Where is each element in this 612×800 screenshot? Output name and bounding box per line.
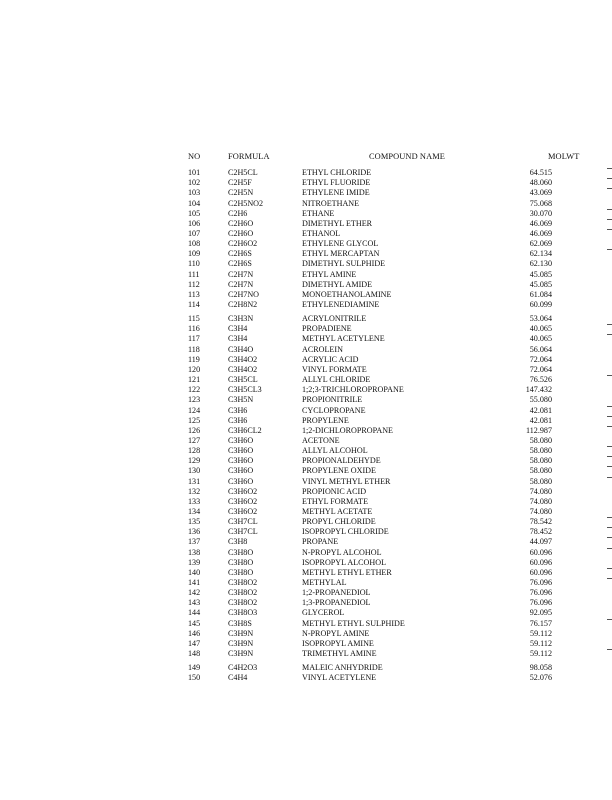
cell-formula: C3H6: [228, 405, 248, 415]
cell-formula: C2H6S: [228, 259, 252, 269]
cell-compound-name: ETHYL CHLORIDE: [302, 168, 372, 177]
cell-molwt: 45.085: [529, 269, 552, 279]
cell-formula: C3H9N: [228, 628, 254, 638]
cell-formula: C2H6O: [228, 228, 254, 238]
margin-tick-mark: [607, 517, 612, 518]
table-row: [0, 426, 612, 436]
cell-molwt: 60.096: [529, 547, 552, 557]
cell-no: 150: [188, 673, 201, 683]
cell-formula: C2H8N2: [228, 300, 258, 309]
table-row: [0, 629, 612, 639]
margin-tick-mark: [607, 446, 612, 447]
header-formula: FORMULA: [228, 152, 270, 161]
table-row: [0, 290, 612, 300]
cell-molwt: 76.096: [529, 588, 552, 598]
table-row: [0, 199, 612, 209]
cell-no: 147: [188, 638, 201, 648]
cell-formula: C3H6O2: [228, 486, 258, 496]
cell-compound-name: 1;3-PROPANEDIOL: [302, 598, 371, 608]
cell-compound-name: ETHYLENE GLYCOL: [302, 239, 379, 248]
cell-molwt: 48.060: [529, 178, 552, 188]
cell-molwt: 40.065: [529, 324, 552, 334]
cell-formula: C3H8O2: [228, 588, 258, 598]
cell-no: 105: [188, 208, 201, 218]
cell-compound-name: ALLYL ALCOHOL: [302, 446, 368, 456]
cell-no: 143: [188, 598, 201, 608]
table-row: [0, 578, 612, 588]
cell-formula: C3H5N: [228, 395, 254, 405]
table-row: [0, 395, 612, 405]
cell-molwt: 76.096: [529, 578, 552, 587]
table-row: [0, 334, 612, 344]
table-row: [0, 259, 612, 269]
cell-compound-name: PROPYLENE OXIDE: [302, 466, 376, 476]
cell-no: 125: [188, 415, 201, 425]
cell-compound-name: VINYL FORMATE: [302, 364, 367, 374]
table-row: [0, 598, 612, 608]
cell-formula: C3H6O: [228, 456, 254, 466]
table-row: [0, 239, 612, 249]
cell-formula: C3H8O: [228, 547, 254, 557]
cell-formula: C2H6: [228, 208, 248, 218]
cell-molwt: 62.069: [529, 239, 552, 248]
cell-compound-name: DIMETHYL SULPHIDE: [302, 259, 386, 269]
margin-tick-mark: [607, 477, 612, 478]
cell-formula: C3H5CL3: [228, 385, 262, 395]
cell-no: 114: [188, 300, 200, 309]
margin-tick-mark: [607, 649, 612, 650]
cell-formula: C2H7N: [228, 279, 254, 289]
cell-molwt: 53.064: [529, 314, 552, 324]
cell-compound-name: ETHYL FLUORIDE: [302, 178, 371, 188]
margin-tick-mark: [607, 578, 612, 579]
cell-formula: C3H6O2: [228, 506, 258, 516]
table-row: [0, 280, 612, 290]
cell-compound-name: PROPIONITRILE: [302, 395, 363, 405]
cell-compound-name: MONOETHANOLAMINE: [302, 289, 392, 299]
cell-no: 104: [188, 198, 201, 208]
cell-no: 116: [188, 324, 200, 334]
cell-no: 142: [188, 588, 201, 598]
table-row: [0, 300, 612, 310]
cell-compound-name: ETHANE: [302, 208, 335, 218]
table-row: [0, 639, 612, 649]
cell-formula: C3H4O2: [228, 354, 258, 364]
cell-no: 144: [188, 608, 201, 618]
cell-molwt: 60.096: [529, 567, 552, 577]
margin-tick-mark: [607, 229, 612, 230]
table-row: [0, 188, 612, 198]
cell-molwt: 76.096: [529, 598, 552, 608]
cell-compound-name: METHYL ETHYL SULPHIDE: [302, 618, 405, 628]
cell-no: 131: [188, 476, 201, 486]
table-row: [0, 588, 612, 598]
cell-molwt: 60.099: [529, 300, 552, 309]
cell-formula: C2H5F: [228, 178, 252, 188]
cell-compound-name: METHYL ETHYL ETHER: [302, 567, 392, 577]
table-row: [0, 619, 612, 629]
cell-molwt: 72.064: [529, 364, 552, 374]
cell-molwt: 72.064: [529, 354, 552, 364]
cell-compound-name: CYCLOPROPANE: [302, 405, 366, 415]
cell-formula: C3H6CL2: [228, 425, 262, 435]
cell-no: 126: [188, 425, 201, 435]
cell-molwt: 30.070: [529, 208, 552, 218]
cell-no: 122: [188, 385, 201, 395]
cell-no: 136: [188, 527, 201, 537]
margin-tick-mark: [607, 188, 612, 189]
cell-no: 101: [188, 168, 201, 177]
cell-compound-name: ETHYLENEDIAMINE: [302, 300, 380, 309]
table-row: [0, 229, 612, 239]
cell-compound-name: VINYL ACETYLENE: [302, 673, 377, 683]
cell-formula: C3H6O: [228, 476, 254, 486]
cell-molwt: 40.065: [529, 334, 552, 344]
margin-tick-mark: [607, 426, 612, 427]
table-row: [0, 548, 612, 558]
cell-molwt: 45.085: [529, 279, 552, 289]
cell-no: 128: [188, 446, 201, 456]
cell-compound-name: ETHYL FORMATE: [302, 496, 369, 506]
cell-no: 140: [188, 567, 201, 577]
margin-tick-mark: [607, 178, 612, 179]
cell-molwt: 46.069: [529, 218, 552, 228]
table-row: [0, 608, 612, 618]
margin-tick-mark: [607, 568, 612, 569]
cell-compound-name: 1;2-DICHLOROPROPANE: [302, 425, 393, 435]
cell-molwt: 52.076: [529, 673, 552, 683]
table-row: [0, 487, 612, 497]
table-row: [0, 219, 612, 229]
cell-no: 103: [188, 188, 201, 198]
cell-no: 107: [188, 228, 201, 238]
cell-compound-name: METHYL ACETATE: [302, 506, 373, 516]
cell-compound-name: PROPIONALDEHYDE: [302, 456, 381, 466]
cell-formula: C3H8S: [228, 618, 252, 628]
cell-compound-name: ETHYL AMINE: [302, 269, 357, 279]
cell-molwt: 58.080: [529, 446, 552, 456]
cell-no: 108: [188, 239, 201, 248]
cell-molwt: 61.084: [529, 289, 552, 299]
cell-compound-name: ETHYL MERCAPTAN: [302, 249, 380, 259]
cell-compound-name: ALLYL CHLORIDE: [302, 375, 371, 384]
table-row: [0, 673, 612, 683]
cell-formula: C3H6O: [228, 435, 254, 445]
table-row: [0, 385, 612, 395]
margin-tick-mark: [607, 334, 612, 335]
cell-compound-name: PROPADIENE: [302, 324, 352, 334]
cell-formula: C3H3N: [228, 314, 254, 324]
header-molwt: MOLWT: [548, 152, 580, 161]
cell-no: 135: [188, 517, 201, 527]
cell-no: 102: [188, 178, 201, 188]
cell-compound-name: ACETONE: [302, 435, 340, 445]
margin-tick-mark: [607, 168, 612, 169]
cell-no: 113: [188, 289, 200, 299]
table-row: [0, 649, 612, 659]
cell-no: 146: [188, 628, 201, 638]
cell-no: 124: [188, 405, 201, 415]
cell-formula: C2H6O2: [228, 239, 258, 248]
cell-formula: C3H9N: [228, 649, 254, 658]
cell-molwt: 78.542: [529, 517, 552, 527]
cell-molwt: 64.515: [529, 168, 552, 177]
cell-formula: C2H5NO2: [228, 198, 264, 208]
cell-no: 115: [188, 314, 200, 324]
cell-no: 120: [188, 364, 201, 374]
table-row: [0, 517, 612, 527]
cell-formula: C3H8O3: [228, 608, 258, 618]
cell-no: 118: [188, 344, 200, 354]
margin-tick-mark: [607, 249, 612, 250]
cell-compound-name: 1;2-PROPANEDIOL: [302, 588, 371, 598]
cell-formula: C3H8O2: [228, 598, 258, 608]
cell-molwt: 98.058: [529, 663, 552, 673]
cell-formula: C3H9N: [228, 638, 254, 648]
cell-compound-name: PROPYLENE: [302, 415, 349, 425]
cell-formula: C2H6O: [228, 218, 254, 228]
cell-compound-name: PROPIONIC ACID: [302, 486, 367, 496]
cell-formula: C3H6O: [228, 466, 254, 476]
cell-compound-name: VINYL METHYL ETHER: [302, 476, 391, 486]
table-row: [0, 537, 612, 547]
cell-molwt: 74.080: [529, 496, 552, 506]
cell-no: 129: [188, 456, 201, 466]
cell-compound-name: DIMETHYL AMIDE: [302, 279, 373, 289]
cell-molwt: 74.080: [529, 486, 552, 496]
cell-formula: C3H8: [228, 537, 248, 547]
table-row: [0, 558, 612, 568]
cell-compound-name: ACRYLIC ACID: [302, 354, 359, 364]
table-row: [0, 466, 612, 476]
cell-no: 123: [188, 395, 201, 405]
table-row: [0, 355, 612, 365]
cell-molwt: 74.080: [529, 506, 552, 516]
cell-compound-name: N-PROPYL AMINE: [302, 628, 370, 638]
cell-compound-name: 1;2;3-TRICHLOROPROPANE: [302, 385, 404, 395]
table-row: [0, 249, 612, 259]
cell-no: 110: [188, 259, 200, 269]
table-row: [0, 527, 612, 537]
cell-molwt: 55.080: [529, 395, 552, 405]
cell-formula: C4H4: [228, 673, 248, 683]
cell-compound-name: ISOPROPYL AMINE: [302, 638, 374, 648]
cell-molwt: 46.069: [529, 228, 552, 238]
cell-no: 149: [188, 663, 201, 673]
cell-no: 148: [188, 649, 201, 658]
margin-tick-mark: [607, 537, 612, 538]
table-row: [0, 568, 612, 578]
cell-compound-name: MALEIC ANHYDRIDE: [302, 663, 383, 673]
cell-no: 127: [188, 435, 201, 445]
cell-molwt: 56.064: [529, 344, 552, 354]
cell-compound-name: N-PROPYL ALCOHOL: [302, 547, 382, 557]
table-row: [0, 456, 612, 466]
cell-formula: C4H2O3: [228, 663, 258, 673]
cell-compound-name: NITROETHANE: [302, 198, 360, 208]
cell-molwt: 58.080: [529, 435, 552, 445]
cell-molwt: 58.080: [529, 466, 552, 476]
cell-formula: C2H5N: [228, 188, 254, 198]
cell-compound-name: PROPANE: [302, 537, 339, 547]
cell-molwt: 112.987: [525, 425, 552, 435]
margin-tick-mark: [607, 548, 612, 549]
cell-no: 119: [188, 354, 200, 364]
cell-molwt: 59.112: [530, 628, 552, 638]
table-row: [0, 375, 612, 385]
cell-formula: C3H6O2: [228, 496, 258, 506]
table-row: [0, 209, 612, 219]
cell-compound-name: ACRYLONITRILE: [302, 314, 367, 324]
cell-compound-name: METHYLAL: [302, 578, 347, 587]
cell-formula: C3H5CL: [228, 375, 258, 384]
cell-no: 132: [188, 486, 201, 496]
header-no: NO: [188, 152, 201, 161]
cell-no: 139: [188, 557, 201, 567]
cell-no: 121: [188, 375, 201, 384]
margin-tick-mark: [607, 416, 612, 417]
cell-molwt: 58.080: [529, 456, 552, 466]
cell-formula: C2H7N: [228, 269, 254, 279]
cell-formula: C2H6S: [228, 249, 252, 259]
cell-molwt: 59.112: [530, 638, 552, 648]
cell-formula: C3H8O: [228, 557, 254, 567]
cell-compound-name: ACROLEIN: [302, 344, 343, 354]
table-row: [0, 497, 612, 507]
cell-formula: C3H4O2: [228, 364, 258, 374]
cell-formula: C3H4: [228, 324, 248, 334]
cell-molwt: 92.095: [529, 608, 552, 618]
margin-tick-mark: [607, 406, 612, 407]
table-row: [0, 168, 612, 178]
table-row: [0, 406, 612, 416]
cell-molwt: 42.081: [529, 415, 552, 425]
cell-molwt: 59.112: [530, 649, 552, 658]
cell-no: 134: [188, 506, 201, 516]
cell-no: 137: [188, 537, 201, 547]
cell-formula: C2H7NO: [228, 289, 260, 299]
table-row: [0, 365, 612, 375]
header-compound-name: COMPOUND NAME: [369, 152, 445, 161]
cell-molwt: 60.096: [529, 557, 552, 567]
cell-no: 130: [188, 466, 201, 476]
cell-molwt: 147.432: [525, 385, 552, 395]
cell-no: 112: [188, 279, 200, 289]
table-row: [0, 324, 612, 334]
cell-molwt: 76.526: [529, 375, 552, 384]
table-row: [0, 178, 612, 188]
table-row: [0, 270, 612, 280]
table-row: [0, 446, 612, 456]
table-row: [0, 477, 612, 487]
cell-formula: C3H8O2: [228, 578, 258, 587]
cell-compound-name: METHYL ACETYLENE: [302, 334, 385, 344]
cell-no: 138: [188, 547, 201, 557]
table-row: [0, 416, 612, 426]
margin-tick-mark: [607, 375, 612, 376]
cell-molwt: 43.069: [529, 188, 552, 198]
margin-tick-mark: [607, 219, 612, 220]
cell-no: 133: [188, 496, 201, 506]
cell-formula: C3H6O: [228, 446, 254, 456]
cell-compound-name: DIMETHYL ETHER: [302, 218, 373, 228]
cell-formula: C3H6: [228, 415, 248, 425]
cell-molwt: 42.081: [529, 405, 552, 415]
cell-formula: C3H7CL: [228, 527, 258, 537]
cell-compound-name: PROPYL CHLORIDE: [302, 517, 376, 527]
cell-formula: C3H4O: [228, 344, 254, 354]
cell-formula: C3H7CL: [228, 517, 258, 527]
cell-no: 109: [188, 249, 201, 259]
cell-no: 145: [188, 618, 201, 628]
cell-compound-name: ETHANOL: [302, 228, 341, 238]
cell-compound-name: ETHYLENE IMIDE: [302, 188, 370, 198]
margin-tick-mark: [607, 324, 612, 325]
margin-tick-mark: [607, 209, 612, 210]
cell-formula: C2H5CL: [228, 168, 258, 177]
table-row: [0, 436, 612, 446]
margin-tick-mark: [607, 456, 612, 457]
table-row: [0, 345, 612, 355]
cell-compound-name: ISOPROPYL CHLORIDE: [302, 527, 389, 537]
cell-molwt: 78.452: [529, 527, 552, 537]
cell-formula: C3H4: [228, 334, 248, 344]
cell-no: 106: [188, 218, 201, 228]
table-row: [0, 507, 612, 517]
cell-no: 117: [188, 334, 200, 344]
margin-tick-mark: [607, 527, 612, 528]
cell-molwt: 58.080: [529, 476, 552, 486]
cell-compound-name: ISOPROPYL ALCOHOL: [302, 557, 387, 567]
cell-molwt: 75.068: [529, 198, 552, 208]
table-row: [0, 314, 612, 324]
cell-compound-name: TRIMETHYL AMINE: [302, 649, 377, 658]
cell-molwt: 76.157: [529, 618, 552, 628]
margin-tick-mark: [607, 466, 612, 467]
cell-molwt: 44.097: [529, 537, 552, 547]
cell-formula: C3H8O: [228, 567, 254, 577]
table-row: [0, 663, 612, 673]
cell-molwt: 62.130: [529, 259, 552, 269]
margin-tick-mark: [607, 619, 612, 620]
cell-no: 141: [188, 578, 201, 587]
cell-molwt: 62.134: [529, 249, 552, 259]
cell-no: 111: [188, 269, 200, 279]
cell-compound-name: GLYCEROL: [302, 608, 345, 618]
